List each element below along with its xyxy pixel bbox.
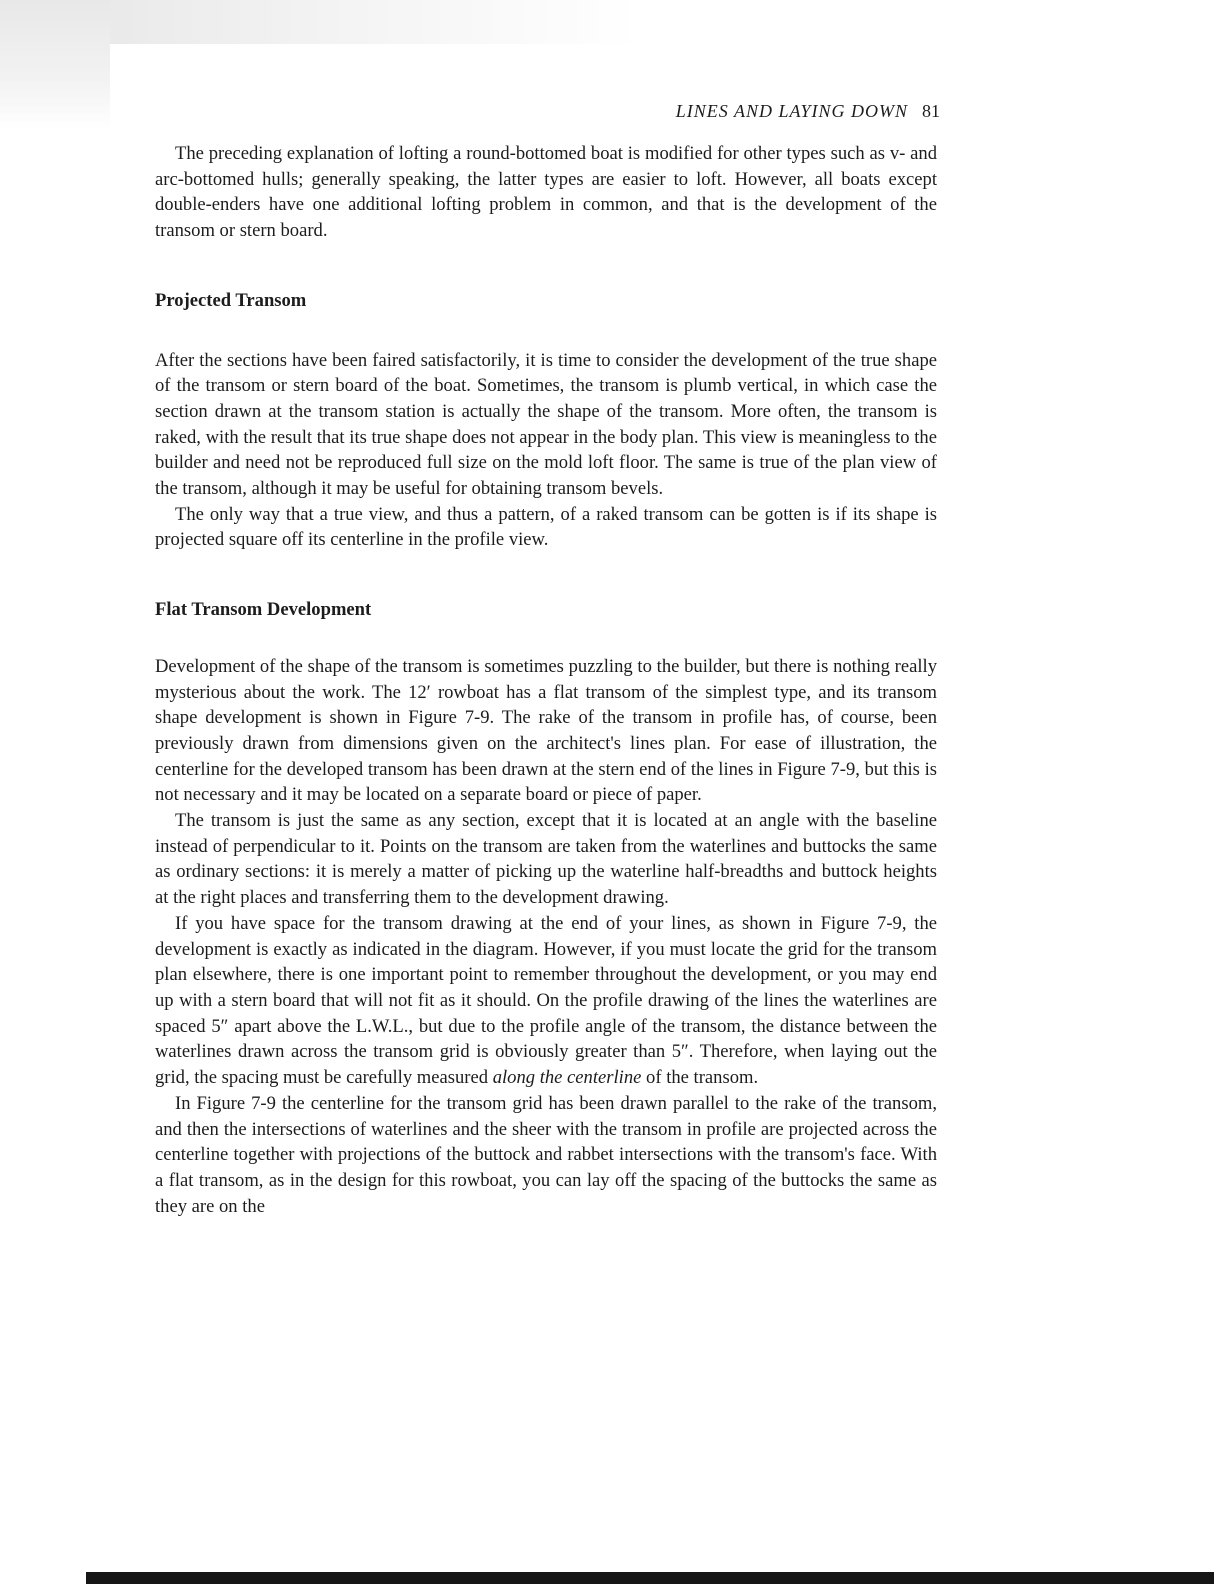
section-heading-flat-transom: Flat Transom Development xyxy=(155,599,372,621)
body-paragraph: The transom is just the same as any section, except that it is located at an angle with the baseline instead of perpendicular to it. Points on the transom are taken from the waterlines and buttocks the same as ordinary sections: it is merely a matter of picking up the waterline half-breadths and buttock heights at the right places and transferring them to the development drawing. xyxy=(155,810,937,909)
scan-edge-bottom xyxy=(86,1572,1214,1584)
running-title: LINES AND LAYING DOWN xyxy=(675,101,908,121)
section-heading-projected-transom: Projected Transom xyxy=(155,289,307,311)
body-paragraph: In Figure 7-9 the centerline for the transom grid has been drawn parallel to the rake of the transom, and then the intersections of waterlines and the sheer with the transom in profile are projected across the centerline together with projections of the buttock and rabbet intersections with the transom's face. With a flat transom, as in the design for this rowboat, you can lay off the spacing of the buttocks the same as they are on the xyxy=(155,1092,937,1217)
page-number: 81 xyxy=(922,101,940,121)
body-paragraph xyxy=(155,911,937,1091)
paragraph-text: If you have space for the transom drawing at the end of your lines, as shown in Figure 7-9, the development is exactly as indicated in the diagram. However, if you must locate the grid for the transom plan elsewhere, there is one important point to remember throughout the development, or you may end up with a stern board that will not fit as it should. On the profile drawing of the lines the waterlines are spaced 5″ apart above the L.W.L., but due to the profile angle of the transom, the distance between the waterlines drawn across the transom grid is obviously greater than 5″. Therefore, when laying out the grid, the spacing must be carefully measured xyxy=(155,912,937,1089)
body-paragraph: Development of the shape of the transom is sometimes puzzling to the builder, but there is nothing really mysterious about the work. The 12′ rowboat has a flat transom of the simplest type, and its transom shape development is shown in Figure 7-9. The rake of the transom in profile has, of course, been previously drawn from dimensions given on the architect's lines plan. For ease of illustration, the centerline for the developed transom has been drawn at the stern end of the lines in Figure 7-9, but this is not necessary and it may be located on a separate board or piece of paper. xyxy=(155,655,937,806)
intro-paragraph: The preceding explanation of lofting a round-bottomed boat is modified for other types such as v- and arc-bottomed hulls; generally speaking, the latter types are easier to loft. However, all boats except double-enders have one additional lofting problem in common, and that is the development of the transom or stern board. xyxy=(155,143,937,242)
emphasis-text: along the centerline xyxy=(492,1067,642,1089)
running-header xyxy=(676,101,940,122)
scan-shadow-left xyxy=(0,0,110,130)
body-paragraph: After the sections have been faired satisfactorily, it is time to consider the development of the true shape of the transom or stern board of the boat. Sometimes, the transom is plumb vertical, in which case the section drawn at the transom station is actually the shape of the transom. More often, the transom is raked, with the result that its true shape does not appear in the body plan. This view is meaningless to the builder and need not be reproduced full size on the mold loft floor. The same is true of the plan view of the transom, although it may be useful for obtaining transom bevels. xyxy=(155,349,937,500)
body-paragraph: The only way that a true view, and thus a pattern, of a raked transom can be gotten is if its shape is projected square off its centerline in the profile view. xyxy=(155,503,937,551)
paragraph-text: of the transom. xyxy=(641,1067,759,1089)
page-body xyxy=(155,141,937,1219)
